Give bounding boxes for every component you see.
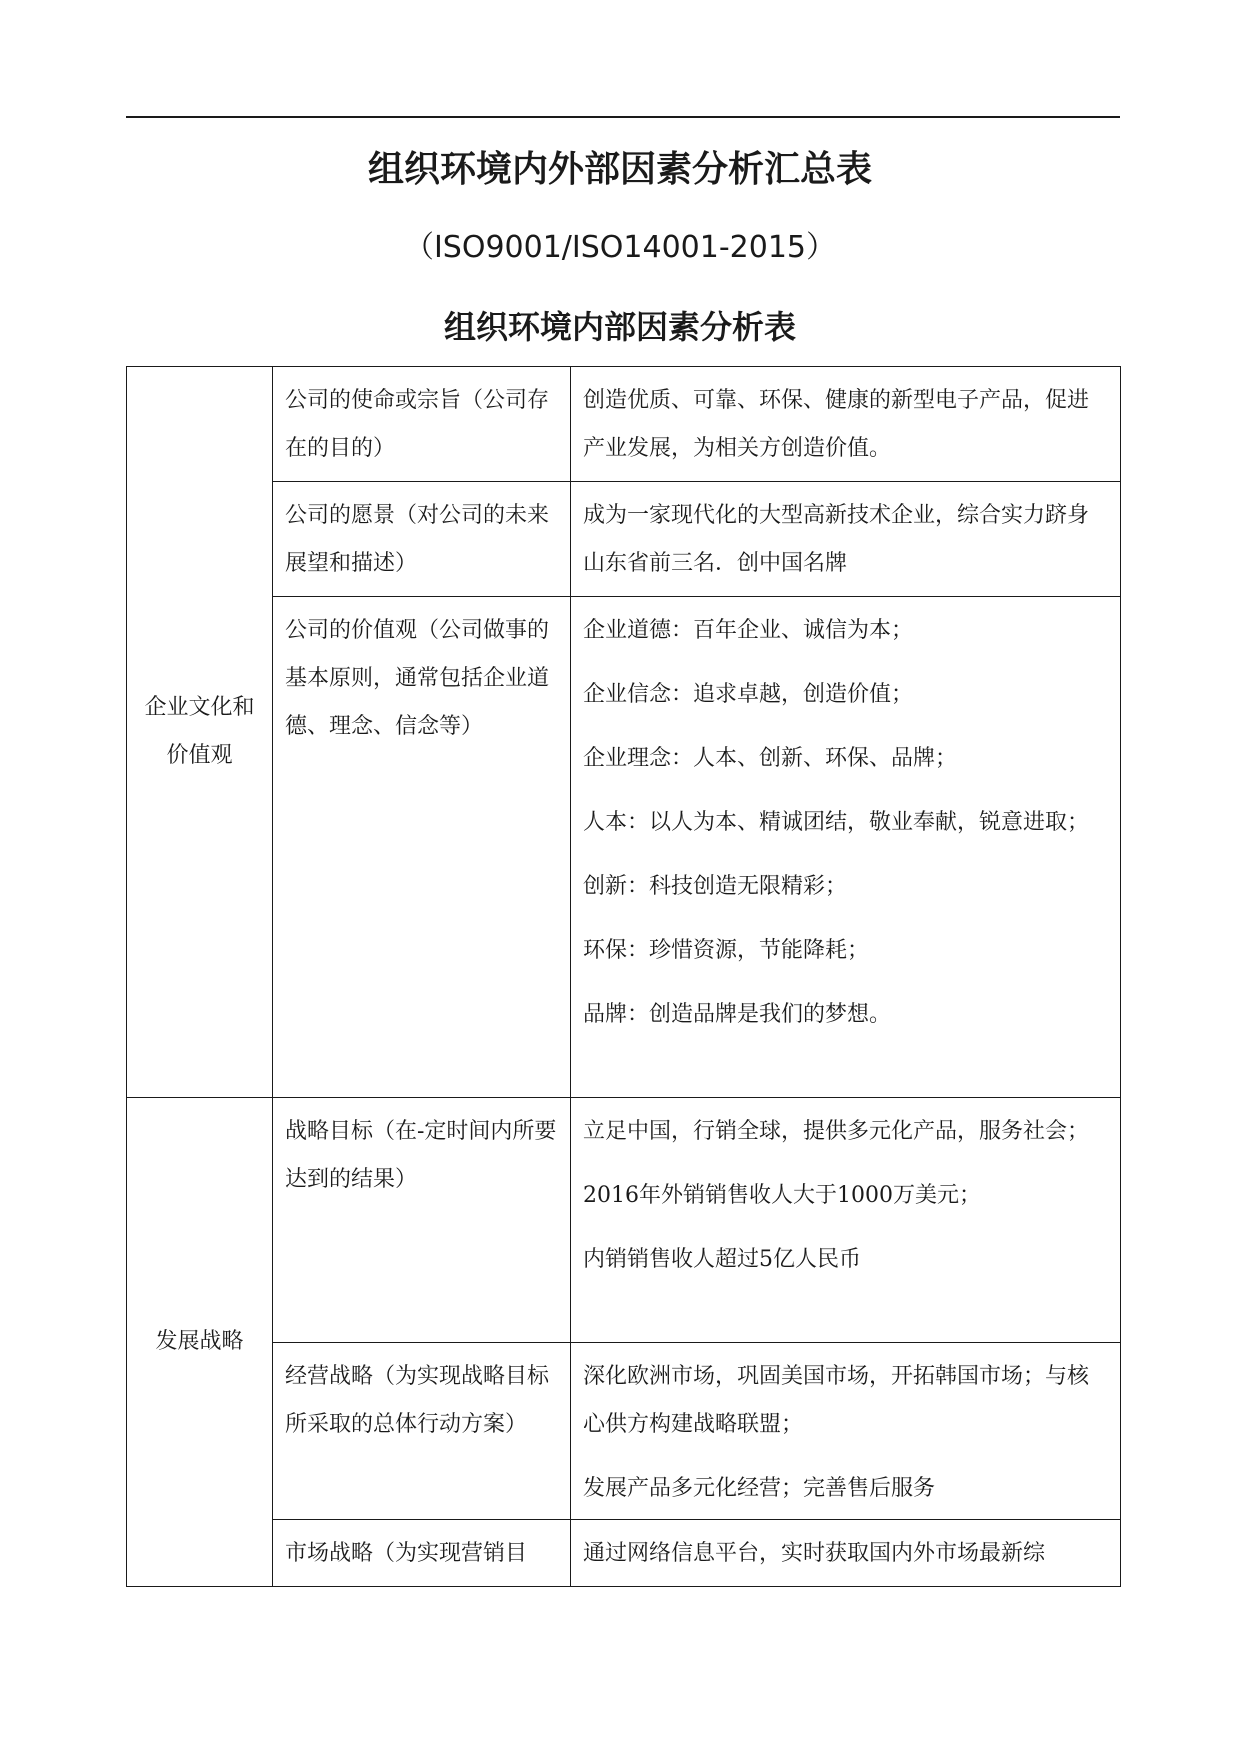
table-row xyxy=(127,1520,1121,1587)
description-paragraph: 创新：科技创造无限精彩； xyxy=(583,874,848,899)
description-paragraph: 发展产品多元化经营；完善售后服务 xyxy=(583,1476,936,1501)
factor-vision: 公司的愿景（对公司的未来展望和描述） xyxy=(273,482,571,597)
description-paragraph: 2016年外销销售收人大于1000万美元； xyxy=(583,1183,981,1208)
standard-subtitle: （ISO9001/ISO14001-2015） xyxy=(403,230,837,265)
factor-mission: 公司的使命或宗旨（公司存在的目的） xyxy=(273,367,571,482)
table-title: 组织环境内部因素分析表 xyxy=(443,308,796,346)
description-paragraph: 企业理念：人本、创新、环保、品牌； xyxy=(583,746,958,771)
description-values xyxy=(571,597,1121,1098)
description-paragraph: 人本：以人为本、精诚团结，敬业奉献，锐意进取； xyxy=(583,810,1090,835)
description-paragraph: 通过网络信息平台，实时获取国内外市场最新综 xyxy=(583,1541,1046,1566)
description-paragraph: 企业道德：百年企业、诚信为本； xyxy=(583,618,914,643)
top-rule xyxy=(126,116,1120,118)
table-row xyxy=(127,597,1121,1098)
description-strategic-goal xyxy=(571,1098,1121,1343)
description-paragraph: 创造优质、可靠、环保、健康的新型电子产品，促进产业发展，为相关方创造价值。 xyxy=(583,388,1090,461)
description-paragraph: 环保：珍惜资源，节能降耗； xyxy=(583,938,870,963)
table-row xyxy=(127,1343,1121,1520)
main-title: 组织环境内外部因素分析汇总表 xyxy=(367,149,872,190)
description-vision xyxy=(571,482,1121,597)
internal-factor-table xyxy=(126,366,1121,1587)
table-row xyxy=(127,1098,1121,1343)
description-paragraph: 深化欧洲市场，巩固美国市场，开拓韩国市场；与核心供方构建战略联盟； xyxy=(583,1364,1090,1437)
factor-strategic-goal: 战略目标（在-定时间内所要达到的结果） xyxy=(273,1098,571,1343)
factor-values: 公司的价值观（公司做事的基本原则，通常包括企业道德、理念、信念等） xyxy=(273,597,571,1098)
description-paragraph: 内销销售收人超过5亿人民币 xyxy=(583,1247,861,1272)
category-culture: 企业文化和价值观 xyxy=(127,367,273,1098)
description-paragraph: 品牌：创造品牌是我们的梦想。 xyxy=(583,1002,892,1027)
description-business-strategy xyxy=(571,1343,1121,1520)
description-paragraph: 成为一家现代化的大型高新技术企业，综合实力跻身山东省前三名．创中国名牌 xyxy=(583,503,1090,576)
category-strategy: 发展战略 xyxy=(127,1098,273,1587)
description-mission xyxy=(571,367,1121,482)
table-row xyxy=(127,482,1121,597)
table-row xyxy=(127,367,1121,482)
factor-business-strategy: 经营战略（为实现战略目标所采取的总体行动方案） xyxy=(273,1343,571,1520)
description-market-strategy xyxy=(571,1520,1121,1587)
description-paragraph: 企业信念：追求卓越，创造价值； xyxy=(583,682,914,707)
description-paragraph: 立足中国，行销全球，提供多元化产品，服务社会； xyxy=(583,1119,1090,1144)
factor-market-strategy: 市场战略（为实现营销目 xyxy=(273,1520,571,1587)
